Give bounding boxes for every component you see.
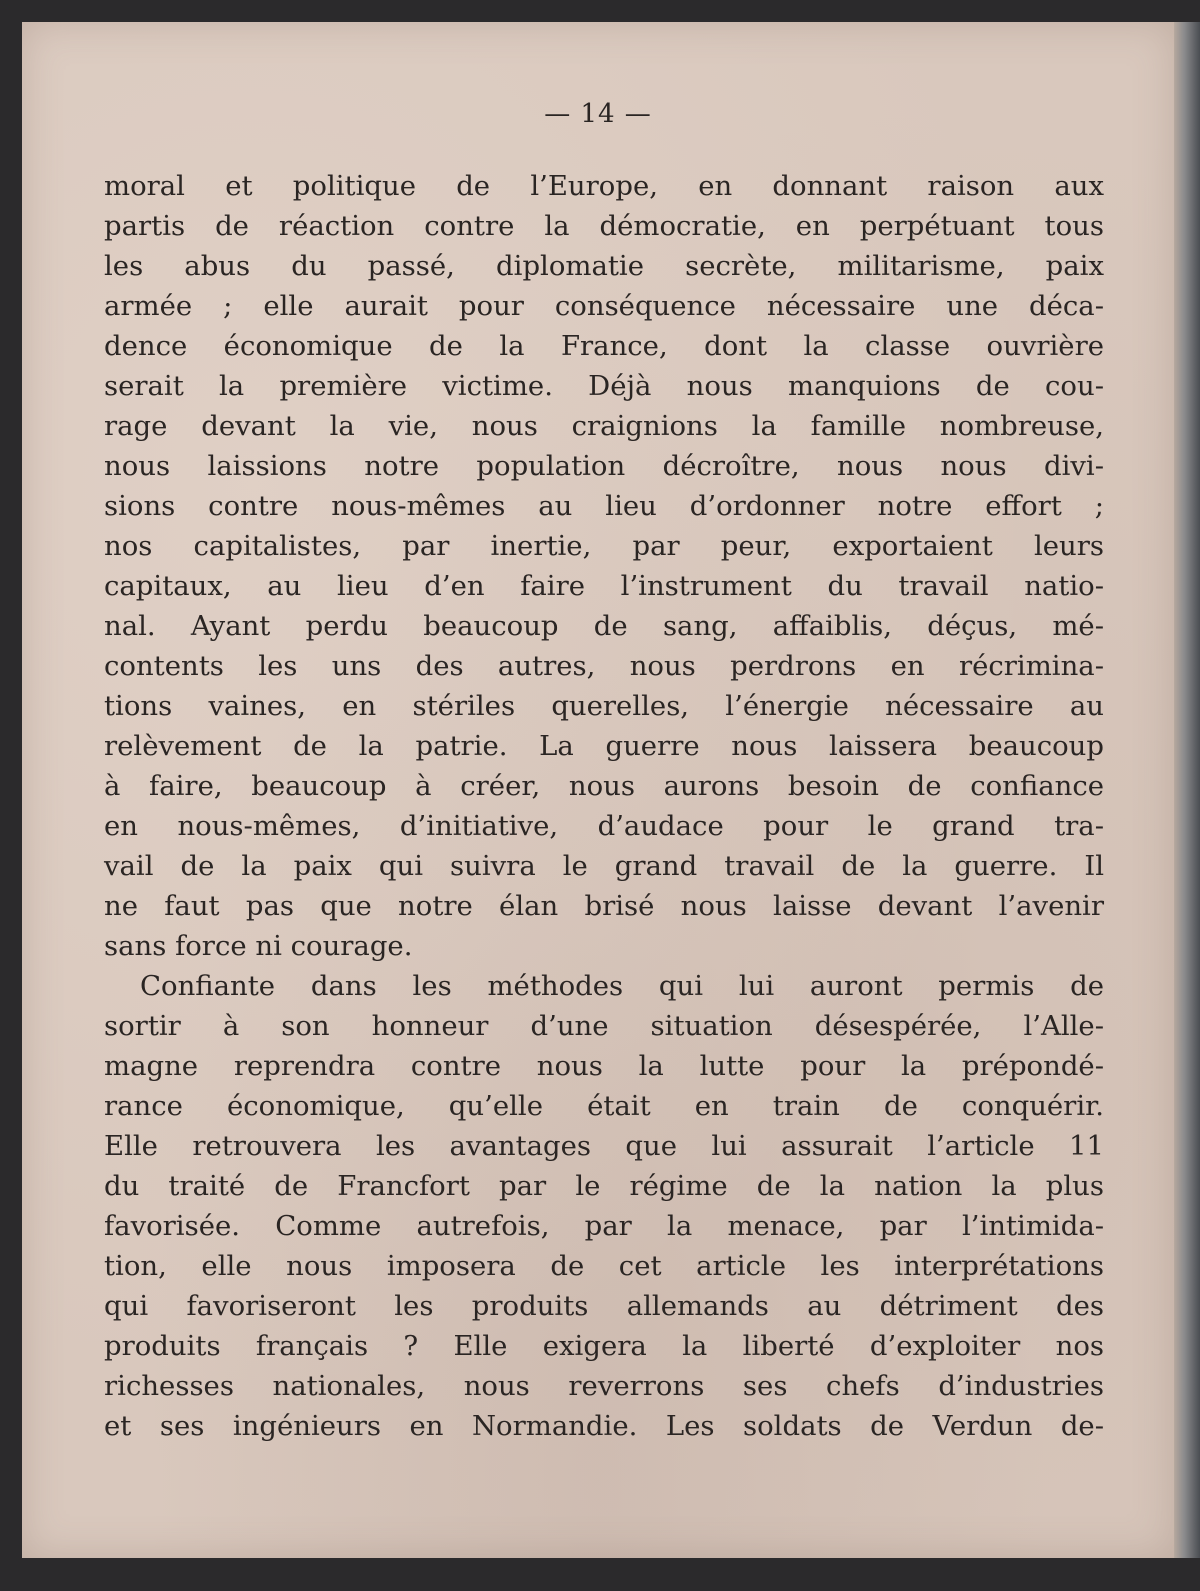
text-line: relèvement de la patrie. La guerre nous laissera beaucoup <box>104 730 1104 762</box>
text-line: sortir à son honneur d’une situation désespérée, l’Alle- <box>104 1010 1104 1042</box>
text-line: contents les uns des autres, nous perdrons en récrimina- <box>104 650 1104 682</box>
text-line: sions contre nous-mêmes au lieu d’ordonner notre effort ; <box>104 490 1104 522</box>
book-spine-edge <box>1174 22 1200 1558</box>
text-line: rage devant la vie, nous craignions la famille nombreuse, <box>104 410 1104 442</box>
page-number: — 14 — <box>544 99 652 129</box>
text-line: rance économique, qu’elle était en train de conquérir. <box>104 1090 1104 1122</box>
paragraph <box>104 166 1104 966</box>
text-line: armée ; elle aurait pour conséquence nécessaire une déca- <box>104 290 1104 322</box>
text-line: tions vaines, en stériles querelles, l’énergie nécessaire au <box>104 690 1104 722</box>
text-line: favorisée. Comme autrefois, par la menace, par l’intimida- <box>104 1210 1104 1242</box>
text-line: Confiante dans les méthodes qui lui auront permis de <box>140 970 1104 1002</box>
text-line: à faire, beaucoup à créer, nous aurons besoin de confiance <box>104 770 1104 802</box>
text-line: les abus du passé, diplomatie secrète, militarisme, paix <box>104 250 1104 282</box>
book-page <box>22 22 1174 1558</box>
text-line: produits français ? Elle exigera la liberté d’exploiter nos <box>104 1330 1104 1362</box>
text-line: tion, elle nous imposera de cet article les interprétations <box>104 1250 1104 1282</box>
paragraph <box>104 966 1104 1446</box>
text-line: nous laissions notre population décroître, nous nous divi- <box>104 450 1104 482</box>
text-line: qui favoriseront les produits allemands au détriment des <box>104 1290 1104 1322</box>
text-line: et ses ingénieurs en Normandie. Les soldats de Verdun de- <box>104 1410 1104 1442</box>
text-line: sans force ni courage. <box>104 930 413 962</box>
text-line: nos capitalistes, par inertie, par peur, exportaient leurs <box>104 530 1104 562</box>
text-line: du traité de Francfort par le régime de la nation la plus <box>104 1170 1104 1202</box>
text-line: moral et politique de l’Europe, en donnant raison aux <box>104 170 1104 202</box>
text-line: dence économique de la France, dont la classe ouvrière <box>104 330 1104 362</box>
text-line: ne faut pas que notre élan brisé nous laisse devant l’avenir <box>104 890 1104 922</box>
text-line: capitaux, au lieu d’en faire l’instrument du travail natio- <box>104 570 1104 602</box>
text-line: vail de la paix qui suivra le grand travail de la guerre. Il <box>104 850 1104 882</box>
text-line: Elle retrouvera les avantages que lui assurait l’article 11 <box>104 1130 1104 1162</box>
text-line: richesses nationales, nous reverrons ses chefs d’industries <box>104 1370 1104 1402</box>
text-line: partis de réaction contre la démocratie, en perpétuant tous <box>104 210 1104 242</box>
text-line: en nous-mêmes, d’initiative, d’audace pour le grand tra- <box>104 810 1104 842</box>
body-text <box>104 166 1104 1446</box>
text-line: serait la première victime. Déjà nous manquions de cou- <box>104 370 1104 402</box>
text-line: magne reprendra contre nous la lutte pour la prépondé- <box>104 1050 1104 1082</box>
text-line: nal. Ayant perdu beaucoup de sang, affaiblis, déçus, mé- <box>104 610 1104 642</box>
